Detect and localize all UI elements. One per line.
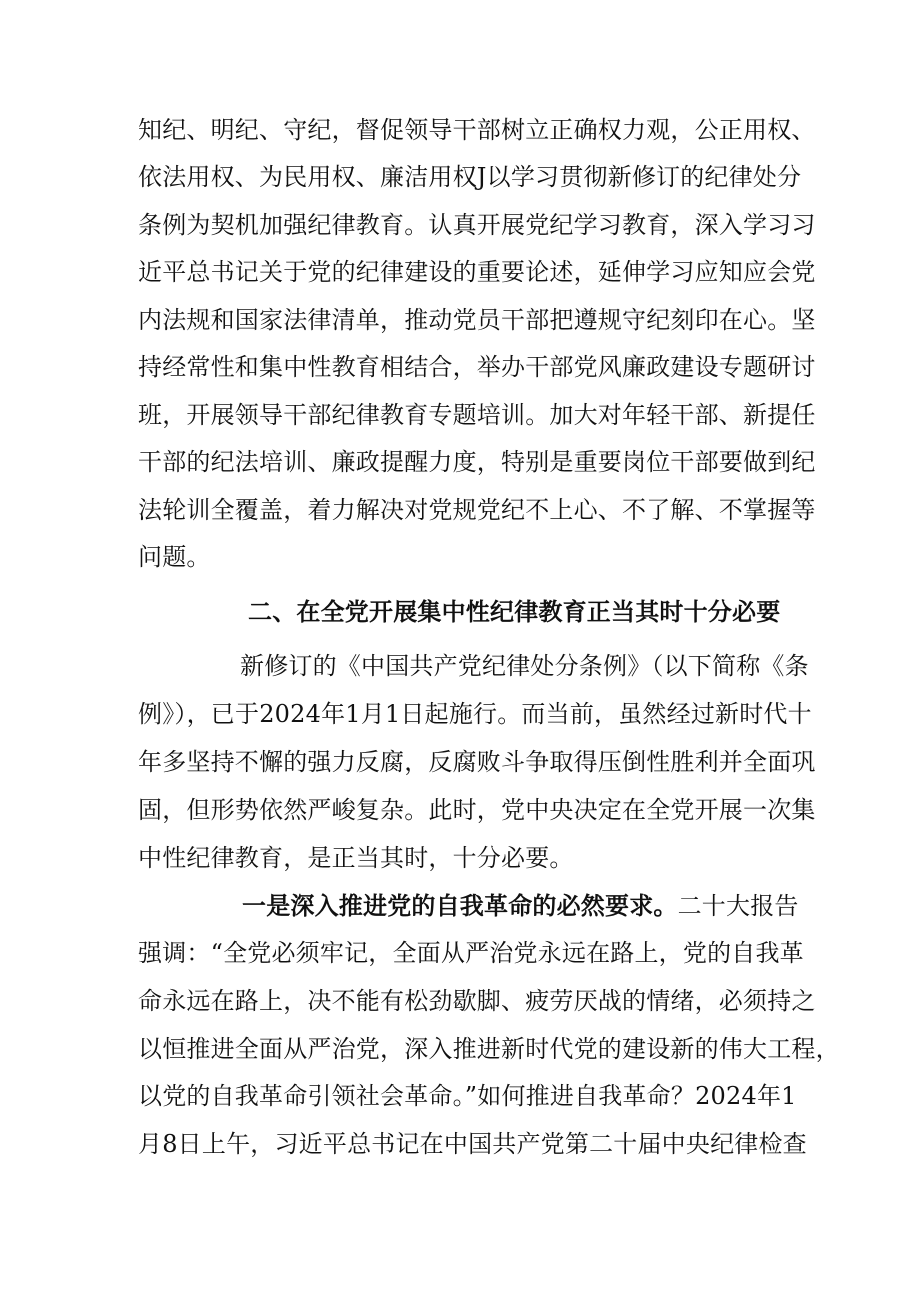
lead-continuation: 二十大报告	[677, 892, 799, 920]
body-text-line: 月8日上午，习近平总书记在中国共产党第二十届中央纪律检查	[138, 1130, 807, 1158]
body-text-line: 干部的纪法培训、廉政提醒力度，特别是重要岗位干部要做到纪	[138, 448, 816, 476]
body-text-line: 问题。	[138, 543, 211, 571]
bold-lead-phrase: 一是深入推进党的自我革命的必然要求。	[242, 891, 678, 920]
paragraph-first-line	[242, 890, 799, 922]
body-text-line: 持经常性和集中性教育相结合，举办干部党风廉政建设专题研讨	[138, 353, 816, 381]
section-heading: 二、在全党开展集中性纪律教育正当其时十分必要	[248, 597, 781, 626]
body-text-line: 以恒推进全面从严治党，深入推进新时代党的建设新的伟大工程，	[138, 1035, 840, 1063]
body-text-line: 法轮训全覆盖，着力解决对党规党纪不上心、不了解、不掌握等	[138, 496, 816, 524]
body-text-line: 知纪、明纪、守纪，督促领导干部树立正确权力观，公正用权、	[138, 116, 816, 144]
body-text-line: 以党的自我革命引领社会革命。”如何推进自我革命？2024年1	[138, 1082, 797, 1110]
body-text-line: 命永远在路上，决不能有松劲歇脚、疲劳厌战的情绪，必须持之	[138, 987, 816, 1015]
body-text-line: 强调：“全党必须牢记，全面从严治党永远在路上，党的自我革	[138, 939, 804, 967]
body-text-line: 固，但形势依然严峻复杂。此时，党中央决定在全党开展一次集	[138, 796, 816, 824]
body-text-line: 年多坚持不懈的强力反腐，反腐败斗争取得压倒性胜利并全面巩	[138, 748, 816, 776]
body-text-line: 中性纪律教育，是正当其时，十分必要。	[138, 844, 574, 872]
body-text-line: 内法规和国家法律清单，推动党员干部把遵规守纪刻印在心。坚	[138, 306, 816, 334]
body-text-line: 近平总书记关于党的纪律建设的重要论述，延伸学习应知应会党	[138, 258, 816, 286]
body-text-line: 条例为契机加强纪律教育。认真开展党纪学习教育，深入学习习	[138, 211, 816, 239]
body-text-line: 班，开展领导干部纪律教育专题培训。加大对年轻干部、新提任	[138, 401, 816, 429]
body-text-line: 例》），已于2024年1月1日起施行。而当前，虽然经过新时代十	[138, 700, 812, 728]
body-text-line: 依法用权、为民用权、廉洁用权J以学习贯彻新修订的纪律处分	[138, 163, 802, 191]
paragraph-first-line: 新修订的《中国共产党纪律处分条例》（以下简称《条	[240, 652, 809, 680]
